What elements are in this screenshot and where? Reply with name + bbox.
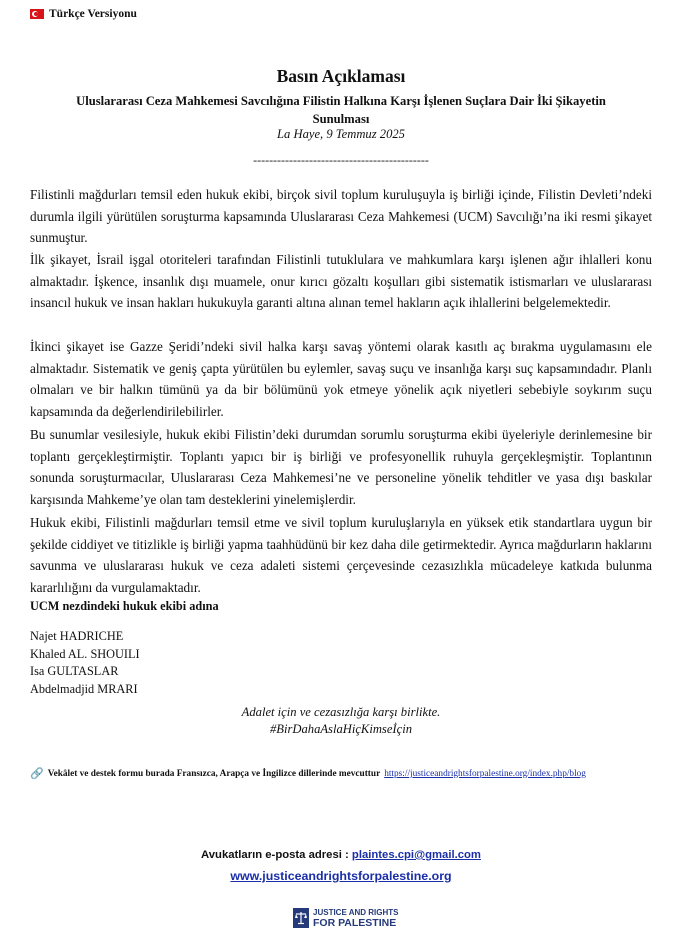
language-link[interactable] <box>30 8 137 20</box>
signature-heading: UCM nezdindeki hukuk ekibi adına <box>30 599 219 613</box>
signer-name: Najet HADRICHE <box>30 629 124 643</box>
signer-name: Abdelmadjid MRARI <box>30 681 138 696</box>
email-label: Avukatların e-posta adresi : <box>201 849 349 861</box>
body-paragraph: Bu sunumlar vesilesiyle, hukuk ekibi Filistin’deki durumdan sorumlu soruşturma ekibi üyeleriyle derinlemesine bir toplantı gerçekleştirmiştir. Toplantı yapıcı bir iş birliği ve profesyonellik ruhuyla gerçekleşmiştir. Toplantının sonunda soruşturmacılar, Uluslararası Ceza Mahkemesi’ne ve personeline yönelik tehditler ve yasa dışı baskılar karşısında Mahkeme’ye olan tam desteklerini yinelemişlerdir. <box>30 427 652 507</box>
scales-icon <box>293 908 309 928</box>
body-paragraph: Filistinli mağdurları temsil eden hukuk ekibi, birçok sivil toplum kuruluşuyla iş birliği içinde, Filistin Devleti’ndeki durumla ilgili yürütülen soruşturma kapsamında Uluslararası Ceza Mahkemesi (UCM) Savcılığı’na iki resmi şikayet sunmuştur. <box>30 187 652 245</box>
link-icon: 🔗 <box>30 768 44 780</box>
page-subtitle: Uluslararası Ceza Mahkemesi Savcılığına Filistin Halkına Karşı İşlenen Suçlara Dair İki Şikayetin Sunulması <box>76 94 606 126</box>
body-paragraph: İlk şikayet, İsrail işgal otoriteleri tarafından Filistinli tutuklulara ve mahkumlara karşı işlenen ağır ihlalleri konu almaktadır. İşkence, insanlık dışı muamele, onur kırıcı gözaltı koşulları gibi sistematik istismarları ve uluslararası insancıl hukuk ve insan hakları hukukuyla garanti altına alınan temel hakların açık ihlallerini belgelemektedir. <box>30 252 652 310</box>
signers-list <box>30 628 140 698</box>
signer-name: Isa GULTASLAR <box>30 664 119 679</box>
body-paragraph: İkinci şikayet ise Gazze Şeridi’ndeki sivil halka karşı savaş yöntemi olarak kasıtlı aç bırakma uygulamasını ele almaktadır. Sistematik ve geniş çapta yürütülen bu eylemler, savaş suçu ve insanlığa karşı suç kapsamındadır. Planlı olmaları ve bir halkın tümünü ya da bir bölümünü yok etmeye yönelik açık niyetleri sebebiyle soykırım suçu kapsamında da değerlendirilebilirler. <box>30 339 652 419</box>
body-paragraph: Hukuk ekibi, Filistinli mağdurları temsil etme ve sivil toplum kuruluşlarıyla en yüksek etik standartlara uygun bir şekilde ciddiyet ve titizlikle iş birliği yapma taahhüdünü bir kez daha dile getirmektedir. Ayrıca mağdurların haklarını savunma ve uluslararası hukuk ve ceza adaleti sistemi çerçevesinde cezasızlıkla mücadeleye katkıda bulunma kararlılığını da vurgulamaktadır. <box>30 515 652 595</box>
website-line <box>0 869 682 883</box>
website-link[interactable]: www.justiceandrightsforpalestine.org <box>230 869 452 883</box>
footnote-text: Vekâlet ve destek formu burada Fransızca, Arapça ve İngilizce dillerinde mevcuttur <box>47 768 381 779</box>
motto <box>0 704 682 738</box>
email-line <box>0 849 682 861</box>
organization-logo <box>293 908 399 928</box>
signer-name: Khaled AL. SHOUILI <box>30 646 140 661</box>
hashtag: #BirDahaAslaHiçKimseİçin <box>269 722 412 736</box>
footnote <box>30 767 586 780</box>
email-link[interactable]: plaintes.cpi@gmail.com <box>351 849 481 861</box>
divider: -------------------------------------------- <box>253 153 429 167</box>
language-link-label: Türkçe Versiyonu <box>49 8 137 20</box>
dateline: La Haye, 9 Temmuz 2025 <box>277 127 405 141</box>
blog-link[interactable]: https://justiceandrightsforpalestine.org/index.php/blog <box>384 768 586 779</box>
motto-line: Adalet için ve cezasızlığa karşı birlikte. <box>241 705 441 719</box>
logo-line-2: FOR PALESTINE <box>313 917 397 929</box>
turkey-flag-icon <box>30 9 44 19</box>
logo-line-1: JUSTICE AND RIGHTS <box>313 908 399 917</box>
page-title: Basın Açıklaması <box>276 66 406 86</box>
